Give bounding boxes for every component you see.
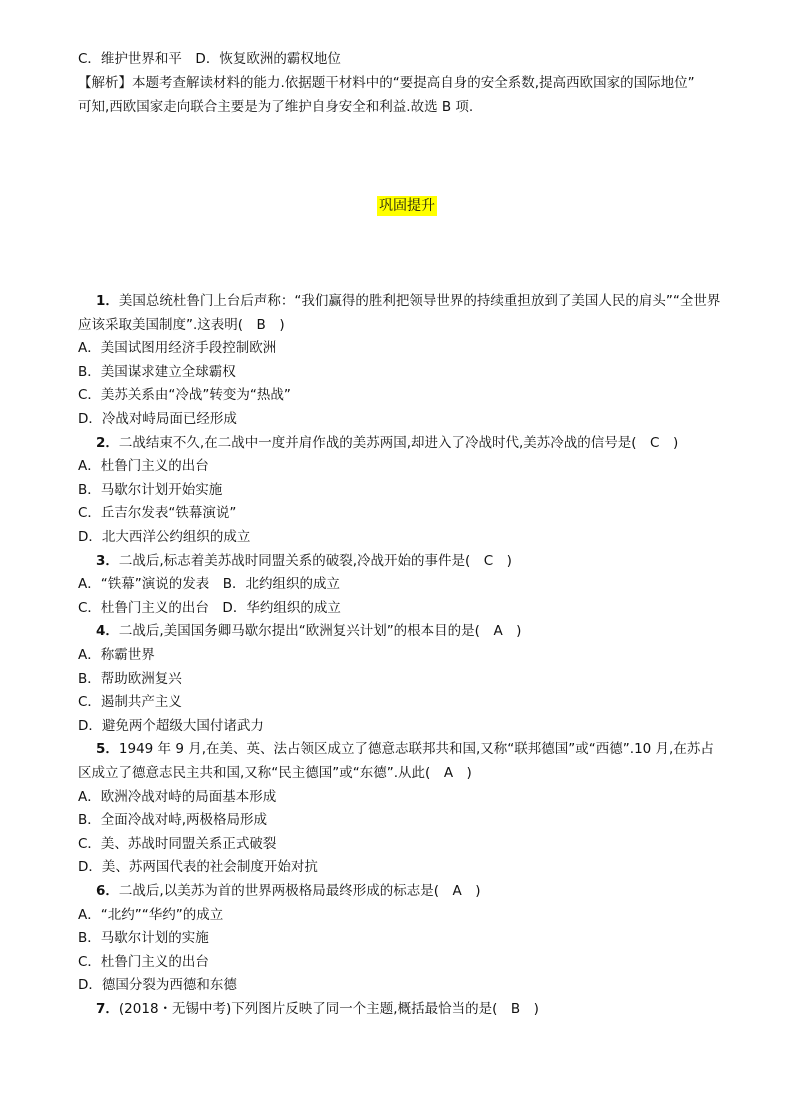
question-stem-text: 二战结束不久,在二战中一度并肩作战的美苏两国,却进入了冷战时代,美苏冷战的信号是( C ) [118,434,679,451]
question-stem-text: 1949 年 9 月,在美、英、法占领区成立了德意志联邦共和国,又称“联邦德国”或“西德”.10 月,在苏占 [118,741,714,758]
section-title: 巩固提升 [379,198,435,214]
question-number: 5． [96,741,119,758]
question-stem-text: 二战后,标志着美苏战时同盟关系的破裂,冷战开始的事件是( C ) [118,552,512,569]
question-number: 2． [96,434,119,451]
answer-option: A．杜鲁门主义的出台 [78,458,209,475]
question-stem-line [96,621,521,641]
answer-option: A．“北约”“华约”的成立 [78,906,224,923]
question-stem-text: 美国总统杜鲁门上台后声称：“我们赢得的胜利把领导世界的持续重担放到了美国人民的肩头”“全世界 [118,293,721,309]
answer-option: B．帮助欧洲复兴 [78,670,182,687]
question-stem-line [96,739,714,759]
answer-option: D．德国分裂为西德和东德 [78,977,237,994]
question-stem-line [96,551,512,571]
answer-option: A．“铁幕”演说的发表 B．北约组织的成立 [78,576,340,593]
question-number: 7． [96,1001,119,1017]
question-number: 1． [96,293,119,309]
answer-option: B．美国谋求建立全球霸权 [78,363,236,380]
question-stem-text: (2018・无锡中考)下列图片反映了同一个主题,概括最恰当的是( B ) [118,1001,539,1017]
answer-option: A．美国试图用经济手段控制欧洲 [78,340,277,357]
question-stem-line [96,999,539,1019]
question-stem-text: 区成立了德意志民主共和国,又称“民主德国”或“东德”.从此( A ) [78,765,472,781]
question-stem-line [78,315,285,335]
question-stem-line [96,881,480,901]
analysis-line-2: 可知,西欧国家走向联合主要是为了维护自身安全和利益.故选 B 项. [78,99,474,115]
answer-option: A．欧洲冷战对峙的局面基本形成 [78,788,277,805]
question-stem-text: 二战后,美国国务卿马歇尔提出“欧洲复兴计划”的根本目的是( A ) [118,623,522,640]
answer-option: C．美、苏战时同盟关系正式破裂 [78,835,277,852]
answer-option: C．杜鲁门主义的出台 D．华约组织的成立 [78,599,341,616]
answer-option: C．丘吉尔发表“铁幕演说” [78,505,237,522]
answer-option: B．马歇尔计划的实施 [78,930,209,947]
answer-option: C．杜鲁门主义的出台 [78,953,209,970]
analysis-line-1: 【解析】本题考查解读材料的能力.依据题干材料中的“要提高自身的安全系数,提高西欧国家的国际地位” [78,75,695,91]
question-stem-line [96,433,678,453]
answer-option: C．遏制共产主义 [78,694,182,711]
question-stem-line [78,763,472,783]
answer-option: D．美、苏两国代表的社会制度开始对抗 [78,859,318,876]
question-stem-text: 应该采取美国制度”.这表明( B ) [78,316,285,333]
question-number: 6． [96,883,119,899]
question-number: 3． [96,552,119,569]
answer-option: D．北大西洋公约组织的成立 [78,529,251,545]
answer-option: D．冷战对峙局面已经形成 [78,411,237,427]
answer-option: A．称霸世界 [78,647,155,663]
answer-option: D．避免两个超级大国付诸武力 [78,717,264,734]
question-number: 4． [96,623,119,640]
question-stem-text: 二战后,以美苏为首的世界两极格局最终形成的标志是( A ) [118,883,481,899]
answer-option: C．美苏关系由“冷战”转变为“热战” [78,387,291,404]
answer-option: B．全面冷战对峙,两极格局形成 [78,812,268,829]
previous-options-line: C．维护世界和平 D．恢复欧洲的霸权地位 [78,51,341,67]
question-stem-line [96,291,720,311]
answer-option: B．马歇尔计划开始实施 [78,481,223,498]
